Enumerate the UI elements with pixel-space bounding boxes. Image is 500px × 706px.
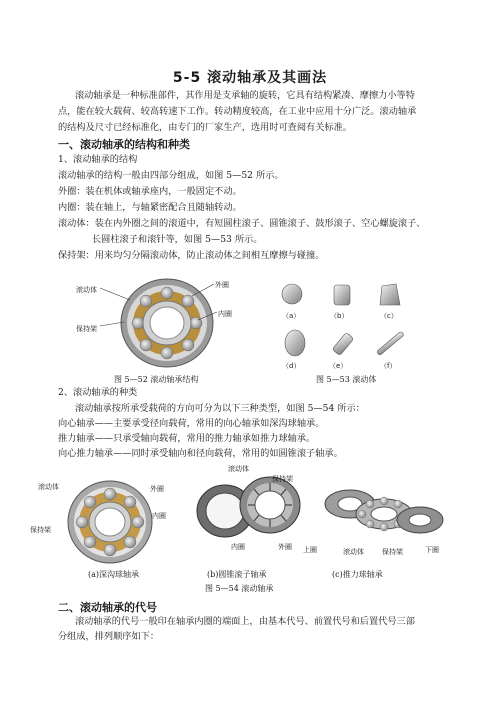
- fig54a-label-outer: 外圈: [150, 485, 164, 493]
- subheading-structure: 1、滚动轴承的结构: [58, 154, 138, 165]
- intro-line-1: 滚动轴承是一种标准部件，其作用是支承轴的旋转，它具有结构紧凑、摩擦力小等特: [75, 90, 415, 101]
- fig53-label-a: （a）: [282, 312, 301, 320]
- structure-line-rolling-cont: 长圆柱滚子和滚针等，如图 5—53 所示。: [92, 234, 263, 245]
- fig54c-label-cage: 保持架: [382, 548, 403, 556]
- section-heading-structure: 一、滚动轴承的结构和种类: [58, 138, 190, 151]
- fig54b-label-cage: 保持架: [272, 475, 293, 483]
- fig52-label-inner: 内圈: [218, 310, 232, 318]
- page-title: 5-5 滚动轴承及其画法: [172, 70, 328, 86]
- types-line-angular: 向心推力轴承——同时承受轴向和径向载荷，常用的如圆锥滚子轴承。: [58, 448, 343, 459]
- intro-line-3: 的结构及尺寸已经标准化，由专门的厂家生产，选用时可查阅有关标准。: [58, 122, 352, 133]
- fig54-caption: 图 5—54 滚动轴承: [205, 584, 274, 593]
- section-heading-codes: 二、滚动轴承的代号: [58, 601, 157, 614]
- fig54c-label-lower: 下圈: [425, 546, 439, 554]
- codes-line-1: 滚动轴承的代号一般印在轴承内圈的端面上，由基本代号、前置代号和后置代号三部: [75, 616, 415, 627]
- fig53-label-b: （b）: [330, 312, 349, 320]
- structure-line-1: 滚动轴承的结构一般由四部分组成，如图 5—52 所示。: [58, 170, 284, 181]
- fig54a-label-rolling: 滚动体: [38, 483, 59, 491]
- types-line-radial: 向心轴承——主要承受径向载荷，常用的向心轴承如深沟球轴承。: [58, 418, 325, 429]
- fig52-caption: 图 5—52 滚动轴承结构: [114, 375, 199, 384]
- figure-5-53-rolling-elements: [282, 283, 432, 373]
- fig52-label-outer: 外圈: [215, 281, 229, 289]
- fig54a-caption: (a)深沟球轴承: [88, 570, 140, 579]
- codes-line-2: 分组成，排列顺序如下：: [58, 631, 160, 642]
- fig52-label-rolling: 滚动体: [76, 286, 97, 294]
- structure-line-rolling: 滚动体：装在内外圈之间的滚道中，有短圆柱滚子、圆锥滚子、鼓形滚子、空心螺旋滚子、: [58, 218, 426, 229]
- fig53-label-e: （e）: [329, 362, 348, 370]
- structure-line-cage: 保持架：用来均匀分隔滚动体，防止滚动体之间相互摩擦与碰撞。: [58, 250, 325, 261]
- fig54c-label-rolling: 滚动体: [343, 548, 364, 556]
- fig54c-label-upper: 上圈: [303, 546, 317, 554]
- fig54a-label-inner: 内圈: [152, 512, 166, 520]
- types-line-1: 滚动轴承按所承受载荷的方向可分为以下三种类型，如图 5—54 所示：: [75, 403, 365, 414]
- fig54b-caption: (b)圆锥滚子轴承: [207, 570, 267, 579]
- fig52-label-cage: 保持架: [76, 325, 97, 333]
- types-line-thrust: 推力轴承——只承受轴向载荷，常用的推力轴承如推力球轴承。: [58, 433, 316, 444]
- fig53-label-d: （d）: [282, 362, 301, 370]
- intro-line-2: 点，能在较大载荷、较高转速下工作。转动精度较高，在工业中应用十分广泛。滚动轴承: [58, 106, 417, 117]
- subheading-types: 2、滚动轴承的种类: [58, 387, 138, 398]
- fig54b-label-rolling: 滚动体: [228, 465, 249, 473]
- fig53-caption: 图 5—53 滚动体: [316, 375, 377, 384]
- fig53-label-f: （f）: [380, 362, 397, 370]
- figure-5-54c-thrust-ball-bearing: [320, 482, 445, 544]
- fig53-label-c: （c）: [380, 312, 398, 320]
- fig52-leader-lines: [100, 280, 240, 340]
- figure-5-54b-tapered-roller-bearing: [195, 475, 305, 543]
- fig54b-label-inner: 内圈: [231, 543, 245, 551]
- structure-line-outer: 外圈：装在机体或轴承座内，一般固定不动。: [58, 186, 242, 197]
- figure-5-54a-ball-bearing: [65, 479, 155, 565]
- structure-line-inner: 内圈：装在轴上，与轴紧密配合且随轴转动。: [58, 202, 242, 213]
- fig54b-label-outer: 外圈: [278, 543, 292, 551]
- fig54a-label-cage: 保持架: [30, 526, 51, 534]
- fig54c-caption: (c)推力球轴承: [332, 570, 383, 579]
